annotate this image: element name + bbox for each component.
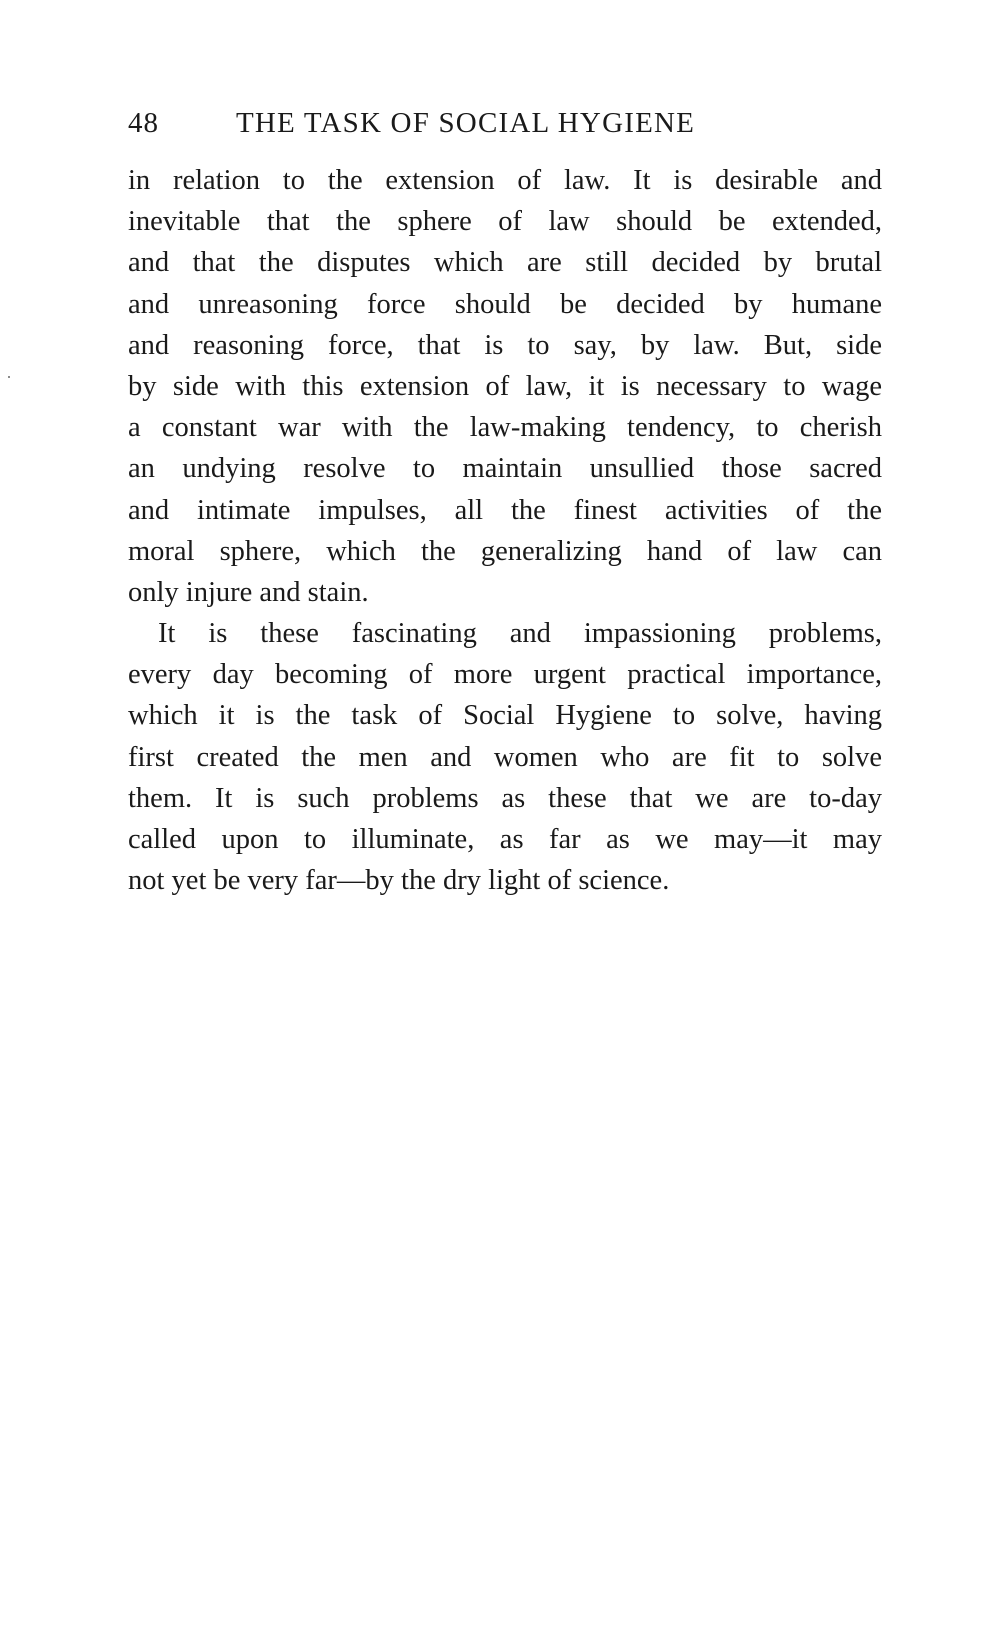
text-line: moral sphere, which the generalizing hand of law can	[128, 535, 882, 567]
text-line: not yet be very far—by the dry light of science.	[128, 865, 670, 897]
text-line: which it is the task of Social Hygiene to solve, having	[128, 700, 882, 732]
text-line: and unreasoning force should be decided by humane	[128, 288, 882, 320]
running-title: THE TASK OF SOCIAL HYGIENE	[236, 107, 696, 139]
text-line: and that the disputes which are still decided by brutal	[128, 247, 882, 279]
text-line: and intimate impulses, all the finest activities of the	[128, 494, 882, 526]
paragraph-2	[128, 613, 882, 901]
body-text	[128, 160, 882, 901]
text-line: in relation to the extension of law. It is desirable and	[128, 165, 882, 196]
text-line: It is these fascinating and impassioning problems,	[158, 618, 882, 650]
text-line: first created the men and women who are fit to solve	[128, 741, 882, 773]
text-line: them. It is such problems as these that we are to-day	[128, 782, 882, 814]
text-line: only injure and stain.	[128, 576, 369, 608]
paragraph-1	[128, 160, 882, 613]
text-line: and reasoning force, that is to say, by law. But, side	[128, 329, 882, 361]
page-number: 48	[128, 107, 159, 139]
margin-speck	[8, 376, 10, 378]
text-line: by side with this extension of law, it is necessary to wage	[128, 370, 882, 402]
text-line: every day becoming of more urgent practical importance,	[128, 659, 882, 691]
text-line: inevitable that the sphere of law should be extended,	[128, 206, 882, 238]
running-head	[128, 103, 888, 143]
text-line: a constant war with the law-making tendency, to cherish	[128, 412, 882, 444]
text-line: called upon to illuminate, as far as we may—it may	[128, 824, 882, 855]
text-line: an undying resolve to maintain unsullied those sacred	[128, 453, 882, 485]
